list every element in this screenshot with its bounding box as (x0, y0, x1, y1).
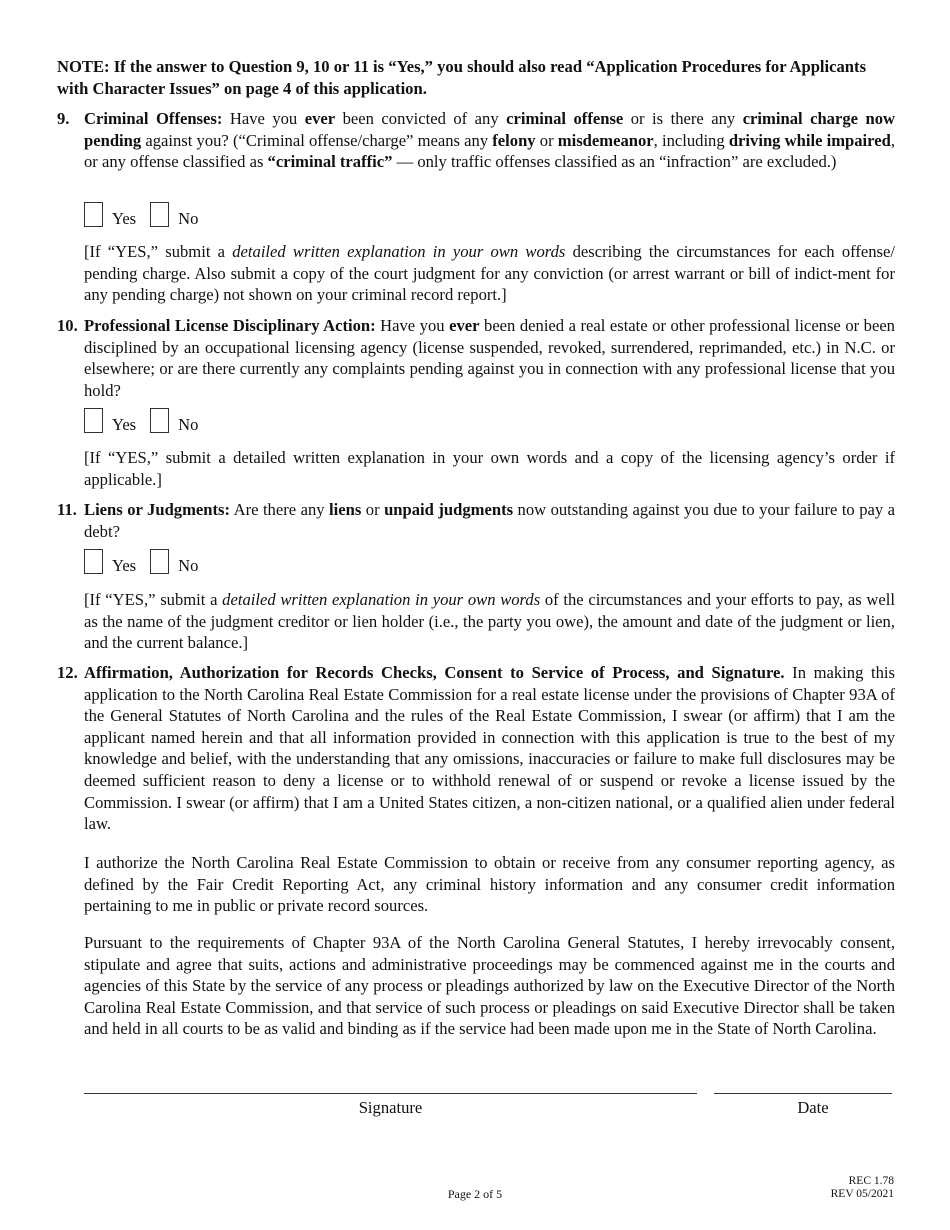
question-title: Criminal Offenses: (84, 109, 223, 128)
question-title: Professional License Disciplinary Action: (84, 316, 376, 335)
question-11 (57, 499, 895, 542)
form-revision: REV 05/2021 (830, 1188, 894, 1200)
yes-label: Yes (112, 209, 137, 229)
question-10-instructions: [If “YES,” submit a detailed written explanation in your own words and a copy of the licensing agency’s order if applicable.] (84, 448, 895, 489)
question-11-options (84, 549, 212, 574)
question-9 (57, 108, 895, 173)
authorization-paragraph: I authorize the North Carolina Real Estate Commission to obtain or receive from any consumer reporting agency, as defined by the Fair Credit Reporting Act, any criminal history information and any consumer credit information pertaining to me in public or private record sources. (84, 853, 895, 916)
no-label: No (178, 415, 199, 435)
question-number: 11. (57, 500, 77, 519)
signature-label: Signature (358, 1098, 423, 1117)
form-code (831, 1175, 894, 1201)
question-title: Liens or Judgments: (84, 500, 231, 519)
no-label: No (178, 556, 199, 576)
question-text: Criminal Offenses: Have you ever been convicted of any criminal offense or is there any criminal charge now pending against you? (“Criminal offense/charge” means any felony or misdemeanor, including driving while impaired, or any offense classified as “criminal traffic” — only traffic offenses classified as an “infraction” are excluded.) (84, 109, 895, 172)
question-11-instructions: [If “YES,” submit a detailed written explanation in your own words of the circumstances and your efforts to pay, as well as the name of the judgment creditor or lien holder (i.e., the party you owe), the amount and date of the judgment or lien, and the current balance.] (84, 590, 895, 653)
q9-no-checkbox[interactable] (150, 202, 169, 227)
form-number: REC 1.78 (848, 1175, 894, 1187)
no-label: No (178, 209, 199, 229)
question-number: 9. (57, 109, 70, 128)
yes-label: Yes (112, 556, 137, 576)
q10-yes-checkbox[interactable] (84, 408, 103, 433)
question-9-options (84, 202, 212, 227)
yes-label: Yes (112, 415, 137, 435)
question-title: Affirmation, Authorization for Records Checks, Consent to Service of Process, and Signature. (84, 663, 785, 682)
question-number: 10. (57, 316, 78, 335)
signature-line[interactable] (84, 1093, 697, 1094)
date-label: Date (797, 1098, 829, 1117)
q11-no-checkbox[interactable] (150, 549, 169, 574)
page-number: Page 2 of 5 (447, 1187, 503, 1201)
question-text: Liens or Judgments: Are there any liens or unpaid judgments now outstanding against you due to your failure to pay a debt? (84, 500, 895, 541)
question-text: Affirmation, Authorization for Records Checks, Consent to Service of Process, and Signature. In making this application to the North Carolina Real Estate Commission for a real estate license under the provisions of Chapter 93A of the General Statutes of North Carolina and the rules of the Real Estate Commission, I swear (or affirm) that I am the applicant named herein and that all information provided in connection with this application is true to the best of my knowledge and belief, with the understanding that any omissions, inaccuracies or failure to make full disclosures may be deemed sufficient reason to deny a license or to withhold renewal of or suspend or revoke a license issued by the Commission. I swear (or affirm) that I am a United States citizen, a non-citizen national, or a qualified alien under federal law. (84, 663, 895, 834)
question-12 (57, 662, 895, 835)
q9-yes-checkbox[interactable] (84, 202, 103, 227)
date-line[interactable] (714, 1093, 892, 1094)
question-10 (57, 315, 895, 401)
q10-no-checkbox[interactable] (150, 408, 169, 433)
question-9-instructions: [If “YES,” submit a detailed written explanation in your own words describing the circumstances for each offense/ pending charge. Also submit a copy of the court judgment for any conviction (or arrest warrant or bill of indict-ment for any pending charge) not shown on your criminal record report.] (84, 242, 895, 305)
consent-paragraph: Pursuant to the requirements of Chapter 93A of the North Carolina General Statutes, I hereby irrevocably consent, stipulate and agree that suits, actions and administrative proceedings may be commenced against me in the courts and agencies of this State by the service of any process or pleadings authorized by law on the Executive Director of the North Carolina Real Estate Commission, and that service of such process or pleadings on said Executive Director shall be taken and held in all courts to be as valid and binding as if the service had been made upon me in the State of North Carolina. (84, 933, 895, 1039)
question-number: 12. (57, 663, 78, 682)
question-10-options (84, 408, 212, 433)
q11-yes-checkbox[interactable] (84, 549, 103, 574)
question-text: Professional License Disciplinary Action: Have you ever been denied a real estate or other professional license or been disciplined by an occupational licensing agency (license suspended, revoked, surrendered, reprimanded, etc.) in N.C. or elsewhere; or are there currently any complaints pending against you in connection with any professional license that you hold? (84, 316, 895, 400)
character-issues-note: NOTE: If the answer to Question 9, 10 or 11 is “Yes,” you should also read “Application Procedures for Applicants with Character Issues” on page 4 of this application. (57, 57, 867, 98)
